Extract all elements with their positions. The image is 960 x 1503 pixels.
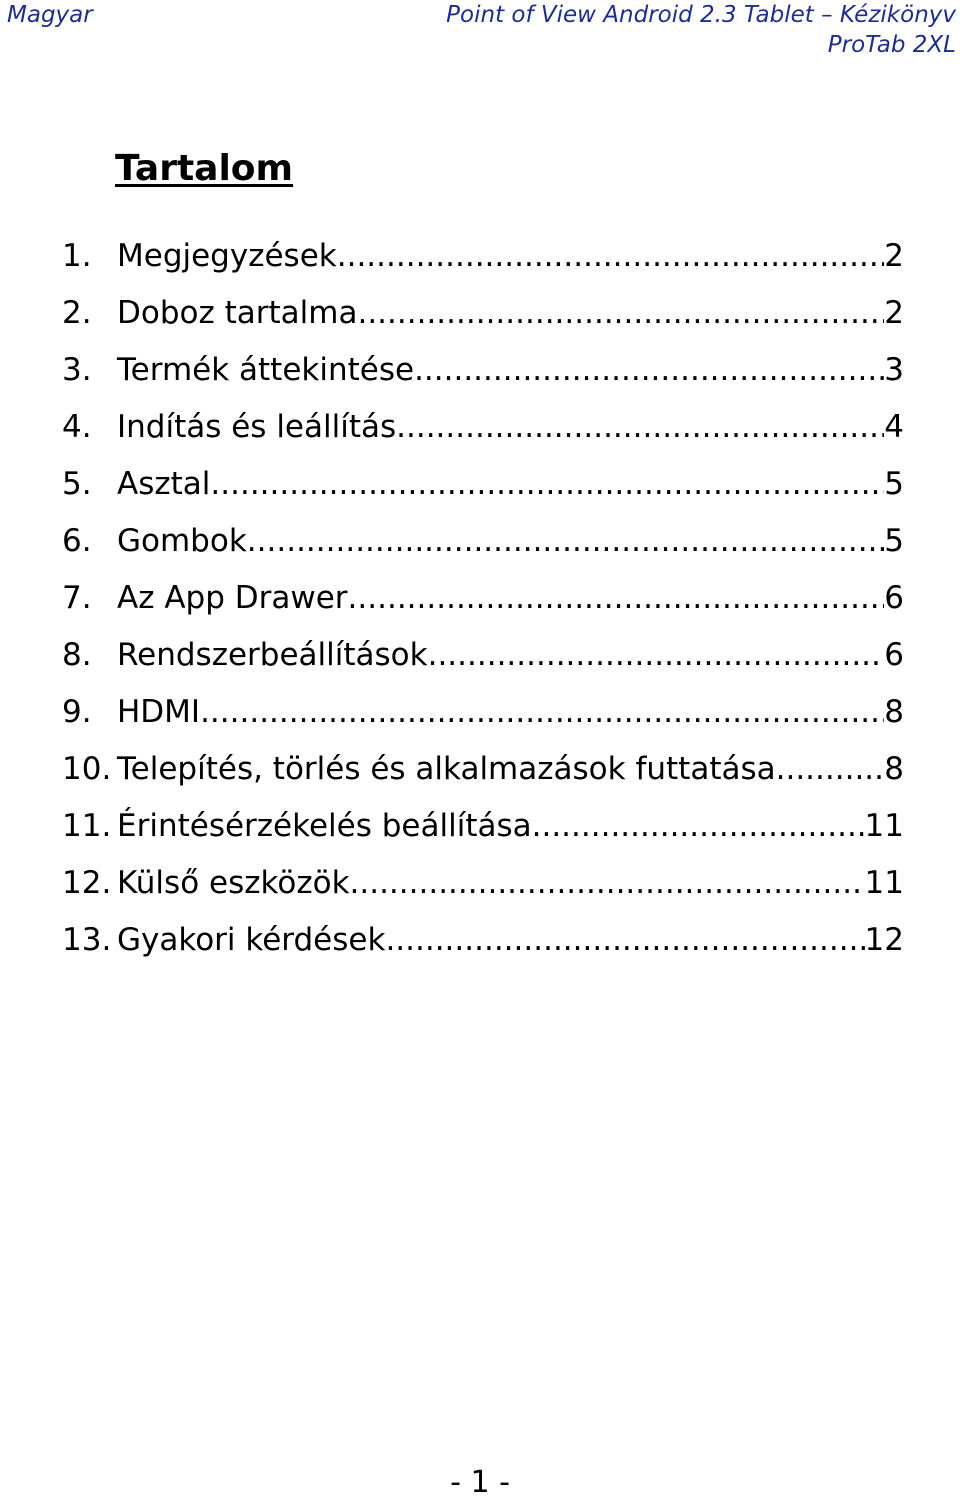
toc-entry-label: Asztal <box>117 466 211 502</box>
toc-entry-number: 13. <box>62 922 112 958</box>
toc-leader-dots <box>348 570 885 627</box>
toc-entry-label: Doboz tartalma <box>117 295 358 331</box>
table-of-contents <box>62 228 904 969</box>
toc-entry-page: 11 <box>864 865 904 901</box>
toc-entry[interactable] <box>62 285 904 342</box>
toc-entry-page: 6 <box>884 637 904 673</box>
header-model: ProTab 2XL <box>827 32 956 58</box>
toc-entry-label: Az App Drawer <box>117 580 348 616</box>
toc-entry[interactable] <box>62 456 904 513</box>
toc-entry-number: 2. <box>62 295 92 331</box>
toc-entry-number: 8. <box>62 637 92 673</box>
toc-title: Tartalom <box>115 148 294 189</box>
toc-entry[interactable] <box>62 342 904 399</box>
toc-entry[interactable] <box>62 570 904 627</box>
toc-entry-page: 8 <box>884 751 904 787</box>
toc-entry[interactable] <box>62 798 904 855</box>
toc-leader-dots <box>532 798 865 855</box>
toc-entry-page: 2 <box>884 238 904 274</box>
toc-entry[interactable] <box>62 228 904 285</box>
toc-entry[interactable] <box>62 627 904 684</box>
toc-entry-label: HDMI <box>117 694 201 730</box>
toc-entry[interactable] <box>62 855 904 912</box>
toc-entry-number: 5. <box>62 466 92 502</box>
toc-entry-label: Gombok <box>117 523 247 559</box>
toc-entry[interactable] <box>62 399 904 456</box>
toc-entry-number: 4. <box>62 409 92 445</box>
toc-leader-dots <box>210 456 884 513</box>
toc-leader-dots <box>247 513 884 570</box>
toc-entry-page: 2 <box>884 295 904 331</box>
toc-entry[interactable] <box>62 741 904 798</box>
toc-leader-dots <box>357 285 884 342</box>
toc-entry-number: 10. <box>62 751 112 787</box>
toc-entry-page: 5 <box>884 523 904 559</box>
toc-leader-dots <box>414 342 884 399</box>
toc-entry[interactable] <box>62 684 904 741</box>
toc-entry-page: 4 <box>884 409 904 445</box>
toc-leader-dots <box>350 855 865 912</box>
toc-entry-label: Termék áttekintése <box>117 352 415 388</box>
toc-entry-page: 12 <box>864 922 904 958</box>
toc-entry-page: 3 <box>884 352 904 388</box>
toc-leader-dots <box>428 627 885 684</box>
toc-leader-dots <box>776 741 885 798</box>
toc-entry-number: 1. <box>62 238 92 274</box>
header-title: Point of View Android 2.3 Tablet – Kézikönyv <box>446 2 956 28</box>
toc-entry-label: Érintésérzékelés beállítása <box>117 808 532 844</box>
toc-entry[interactable] <box>62 513 904 570</box>
toc-entry-page: 6 <box>884 580 904 616</box>
toc-leader-dots <box>337 228 885 285</box>
toc-entry-number: 9. <box>62 694 92 730</box>
toc-entry-page: 8 <box>884 694 904 730</box>
toc-entry-label: Külső eszközök <box>117 865 350 901</box>
header-language: Magyar <box>7 2 93 28</box>
toc-entry-number: 6. <box>62 523 92 559</box>
toc-entry-label: Telepítés, törlés és alkalmazások futtatása <box>117 751 776 787</box>
page-number: - 1 - <box>450 1465 510 1500</box>
toc-entry-label: Gyakori kérdések <box>117 922 386 958</box>
toc-entry-number: 11. <box>62 808 112 844</box>
toc-entry-label: Rendszerbeállítások <box>117 637 428 673</box>
toc-entry-number: 3. <box>62 352 92 388</box>
toc-entry-page: 5 <box>884 466 904 502</box>
toc-entry-page: 11 <box>864 808 904 844</box>
toc-leader-dots <box>385 912 864 969</box>
toc-entry[interactable] <box>62 912 904 969</box>
toc-entry-label: Megjegyzések <box>117 238 337 274</box>
toc-entry-label: Indítás és leállítás <box>117 409 397 445</box>
toc-leader-dots <box>200 684 884 741</box>
toc-entry-number: 12. <box>62 865 112 901</box>
toc-leader-dots <box>396 399 884 456</box>
toc-entry-number: 7. <box>62 580 92 616</box>
